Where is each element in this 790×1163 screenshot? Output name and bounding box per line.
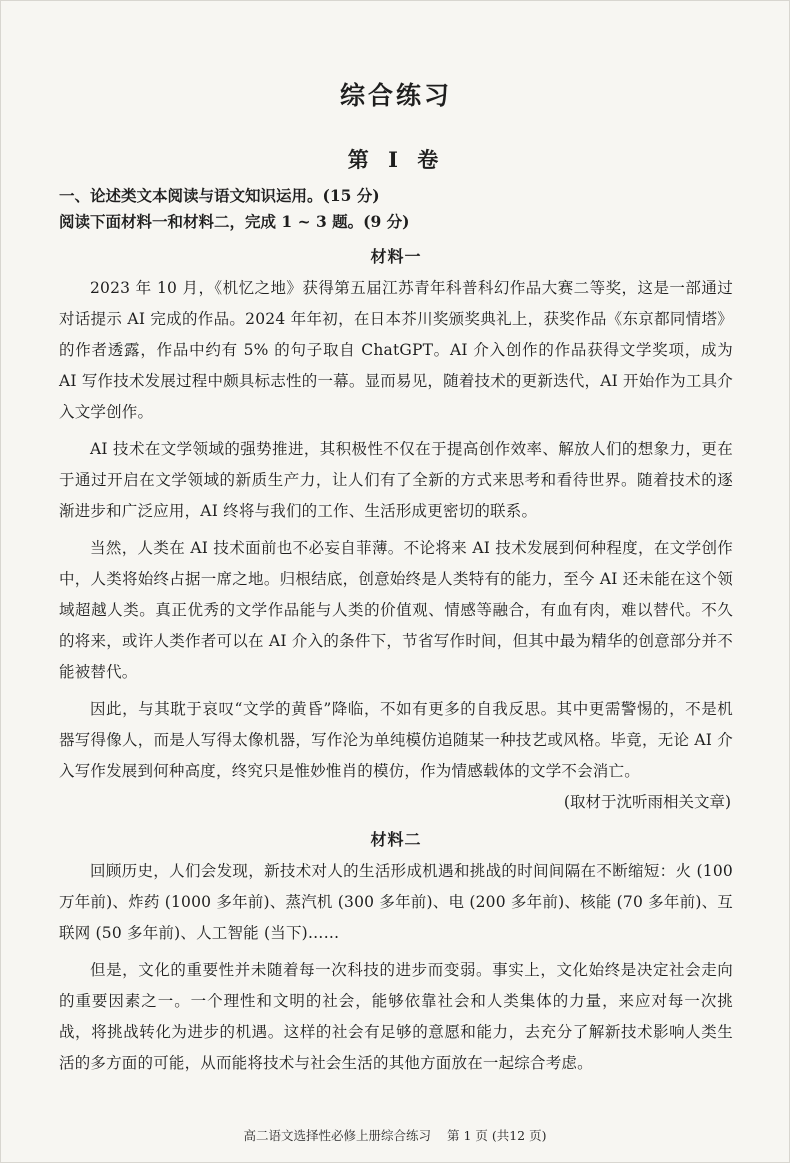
page-footer — [1, 1126, 789, 1144]
section-heading: 一、论述类文本阅读与语文知识运用。(15 分) — [59, 186, 380, 205]
volume-heading: 第 Ⅰ 卷 — [347, 147, 445, 172]
material2-paragraph-1: 回顾历史，人们会发现，新技术对人的生活形成机遇和挑战的时间间隔在不断缩短：火 (100 万年前)、炸药 (1000 多年前)、蒸汽机 (300 多年前)、电 (200 多年前)、核能 (70 多年前)、互联网 (50 多年前)、人工智能 (当下)…… — [59, 862, 733, 942]
material1-paragraph-3: 当然，人类在 AI 技术面前也不必妄自菲薄。不论将来 AI 技术发展到何种程度，在文学创作中，人类将始终占据一席之地。归根结底，创意始终是人类特有的能力，至今 AI 还未能在这个领域超越人类。真正优秀的文学作品能与人类的价值观、情感等融合，有血有肉，难以替代。不久的将来，或许人类作者可以在 AI 介入的条件下，节省写作时间，但其中最为精华的创意部分并不能被替代。 — [59, 539, 733, 681]
page-title: 综合练习 — [339, 81, 452, 110]
material1-paragraph-4: 因此，与其耽于哀叹“文学的黄昏”降临，不如有更多的自我反思。其中更需警惕的，不是机器写得像人，而是人写得太像机器，写作沦为单纯模仿追随某一种技艺或风格。毕竟，无论 AI 介入写作发展到何种高度，终究只是惟妙惟肖的模仿，作为情感载体的文学不会消亡。 — [59, 700, 733, 780]
material2-heading: 材料二 — [370, 830, 422, 849]
reading-instruction: 阅读下面材料一和材料二，完成 1 ~ 3 题。(9 分) — [59, 212, 410, 231]
material2-paragraph-2: 但是，文化的重要性并未随着每一次科技的进步而变弱。事实上，文化始终是决定社会走向的重要因素之一。一个理性和文明的社会，能够依靠社会和人类集体的力量，来应对每一次挑战，将挑战转化为进步的机遇。这样的社会有足够的意愿和能力，去充分了解新技术影响人类生活的多方面的可能，从而能将技术与社会生活的其他方面放在一起综合考虑。 — [59, 961, 733, 1072]
material1-heading: 材料一 — [370, 247, 422, 266]
footer-course: 高二语文选择性必修上册综合练习 — [243, 1128, 431, 1143]
material1-source: (取材于沈听雨相关文章) — [563, 793, 731, 811]
material1-paragraph-2: AI 技术在文学领域的强势推进，其积极性不仅在于提高创作效率、解放人们的想象力，更在于通过开启在文学领域的新质生产力，让人们有了全新的方式来思考和看待世界。随着技术的逐渐进步和广泛应用，AI 终将与我们的工作、生活形成更密切的联系。 — [59, 440, 733, 520]
material1-paragraph-1: 2023 年 10 月，《机忆之地》获得第五届江苏青年科普科幻作品大赛二等奖，这是一部通过对话提示 AI 完成的作品。2024 年年初，在日本芥川奖颁奖典礼上，获奖作品《东京都同情塔》的作者透露，作品中约有 5% 的句子取自 ChatGPT。AI 介入创作的作品获得文学奖项，成为 AI 写作技术发展过程中颇具标志性的一幕。显而易见，随着技术的更新迭代，AI 开始作为工具介入文学创作。 — [59, 279, 733, 421]
footer-page-number: 第 1 页 (共12 页) — [446, 1128, 547, 1143]
